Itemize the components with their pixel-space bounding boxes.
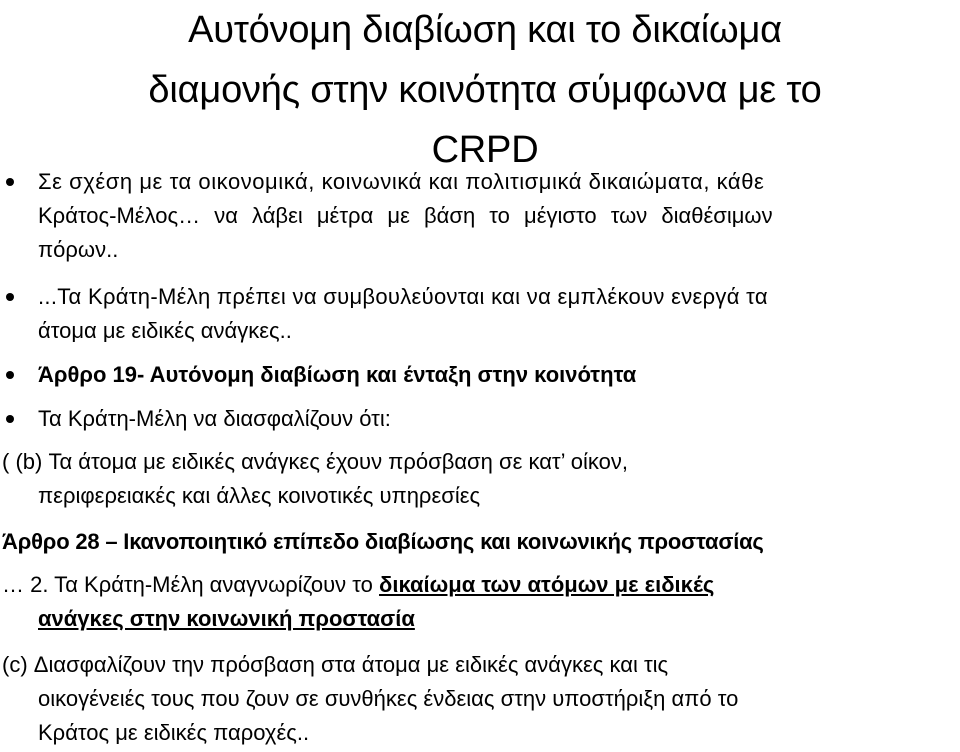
title-line-1: Αυτόνομη διαβίωση και το δικαίωμα <box>188 9 782 51</box>
article-28c-line-3: Κράτος με ειδικές παροχές.. <box>38 720 310 745</box>
article-28-2-underlined-2: ανάγκες στην κοινωνική προστασία <box>38 606 415 631</box>
article-28-2-prefix: … 2. Τα Κράτη-Μέλη αναγνωρίζουν το <box>2 572 380 597</box>
article-28-2-paragraph <box>2 568 942 636</box>
article-28-2-line-1 <box>2 568 942 602</box>
article-28c-line-1: (c) Διασφαλίζουν την πρόσβαση στα άτομα με ειδικές ανάγκες και τις <box>2 652 669 677</box>
bullet-text-ensure: Τα Κράτη-Μέλη να διασφαλίζουν ότι: <box>38 406 391 431</box>
bullet-line: άτομα με ειδικές ανάγκες.. <box>38 318 292 343</box>
article-28-2-underlined-1: δικαίωμα των ατόμων με ειδικές <box>379 572 715 597</box>
article-28-heading: Άρθρο 28 – Ικανοποιητικό επίπεδο διαβίωσης και κοινωνικής προστασίας <box>2 529 764 554</box>
article-28c-paragraph <box>2 648 942 750</box>
article-19b-line-2: περιφερειακές και άλλες κοινοτικές υπηρεσίες <box>38 483 481 508</box>
bullet-icon <box>6 415 14 423</box>
article-19-heading: Άρθρο 19- Αυτόνομη διαβίωση και ένταξη στην κοινότητα <box>38 362 637 387</box>
article-28-2-line-2 <box>2 602 942 636</box>
bullet-icon <box>6 178 14 186</box>
bullet-icon <box>6 371 14 379</box>
title-line-3: CRPD <box>431 129 539 171</box>
article-28c-line-2: οικογένειές τους που ζουν σε συνθήκες ένδειας στην υποστήριξη από το <box>38 686 739 711</box>
bullet-text-resources <box>38 165 958 267</box>
slide-title <box>0 0 960 180</box>
bullet-icon <box>6 293 14 301</box>
article-19b-line-1: ( (b) Τα άτομα με ειδικές ανάγκες έχουν πρόσβαση σε κατ’ οίκον, <box>2 449 629 474</box>
title-line-2: διαμονής στην κοινότητα σύμφωνα με το <box>148 69 822 111</box>
bullet-line: Σε σχέση με τα οικονομικά, κοινωνικά και πολιτισμικά δικαιώματα, κάθε <box>38 169 765 194</box>
bullet-line: ...Τα Κράτη-Μέλη πρέπει να συμβουλεύονται και να εμπλέκουν ενεργά τα <box>38 284 768 309</box>
bullet-line: Κράτος-Μέλος… να λάβει μέτρα με βάση το μέγιστο των διαθέσιμων <box>38 203 773 228</box>
bullet-line: πόρων.. <box>38 237 119 262</box>
bullet-text-consult <box>38 280 958 348</box>
article-19b-paragraph <box>2 445 942 513</box>
